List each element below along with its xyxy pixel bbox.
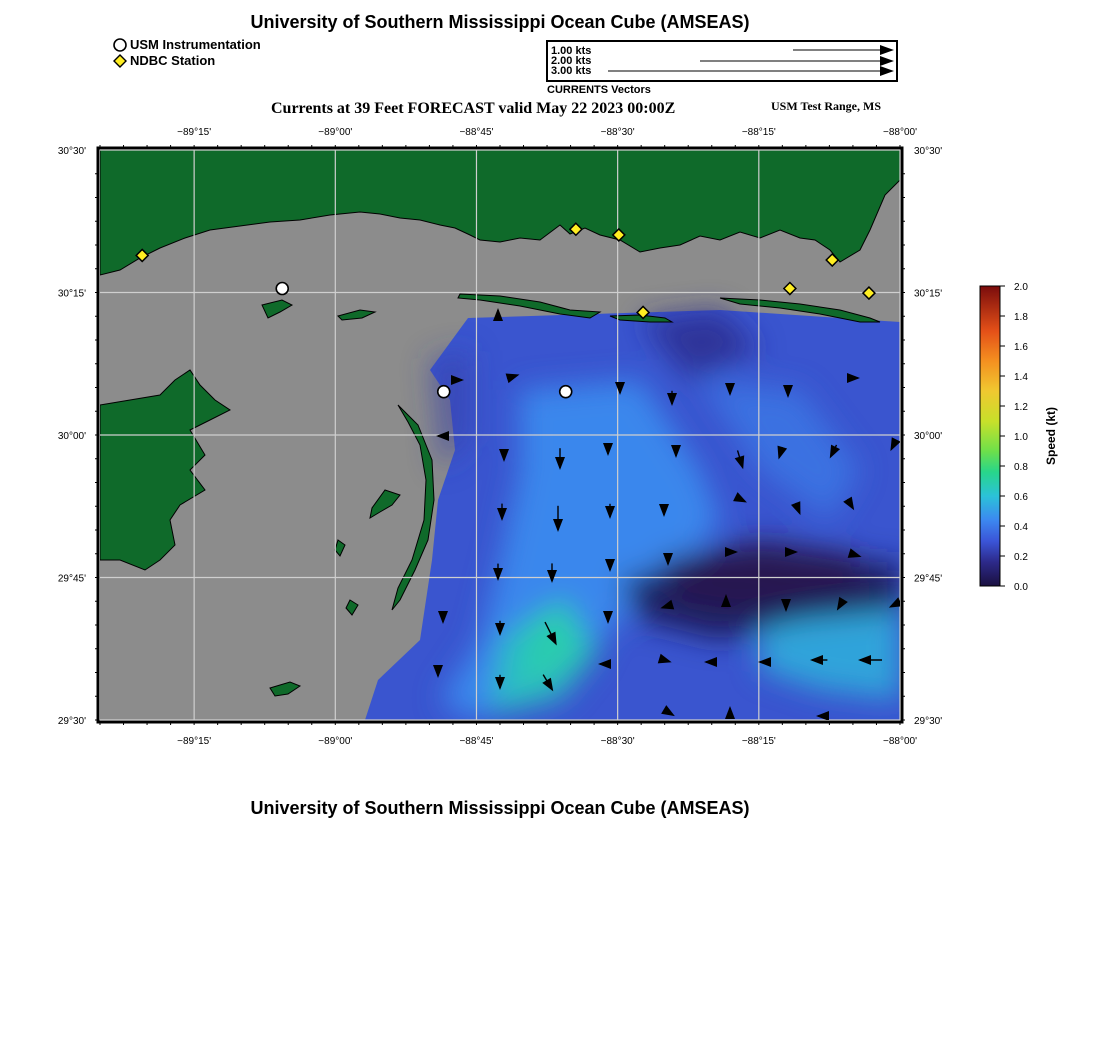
vector-key-label-1: 1.00 kts [551,45,592,57]
colorbar-tick-label: 1.8 [1014,312,1028,323]
usm-station-marker[interactable] [560,386,572,398]
usm-station-marker[interactable] [276,283,288,295]
lat-tick-label-left: 30°15' [57,288,86,300]
lon-tick-label-top: −88°45' [459,127,494,138]
lon-tick-label-top: −88°00' [883,127,917,138]
colorbar-label: Speed (kt) [1044,406,1058,466]
footer-title: University of Southern Mississippi Ocean Cube (AMSEAS) [250,798,750,818]
lat-tick-label-right: 29°30' [914,716,943,727]
vector-key-label-3: 3.00 kts [551,65,592,77]
lon-tick-label-bottom: −89°15' [177,736,212,747]
lon-tick-label-bottom: −88°45' [459,736,494,747]
colorbar-tick-label: 0.4 [1014,522,1028,533]
speed-colorbar [960,270,1090,610]
colorbar-ramp [980,286,1000,586]
lon-tick-label-top: −89°15' [177,127,212,138]
legend-label-ndbc: NDBC Station [130,53,216,68]
colorbar-tick-label: 0.6 [1014,492,1028,503]
lat-tick-label-left: 29°45' [57,573,86,585]
lat-tick-label-right: 30°15' [914,288,943,300]
site-label: USM Test Range, MS [771,99,882,113]
lon-tick-label-bottom: −89°00' [318,736,353,747]
plot-title: Currents at 39 Feet FORECAST valid May 22 2023 00:00Z [271,100,676,117]
lon-tick-label-top: −88°30' [600,127,635,138]
colorbar-tick-label: 2.0 [1014,282,1028,293]
vector-key-label-2: 2.00 kts [551,55,592,67]
colorbar-tick-label: 0.8 [1014,462,1028,473]
lon-tick-label-bottom: −88°15' [741,736,776,747]
vector-key-caption: CURRENTS Vectors [547,84,651,96]
legend-label-usm: USM Instrumentation [130,37,261,52]
colorbar-tick-label: 1.6 [1014,342,1028,353]
colorbar-tick-label: 1.2 [1014,402,1028,413]
lat-tick-label-right: 30°00' [914,431,943,442]
lat-tick-label-right: 30°30' [914,146,943,157]
colorbar-tick-label: 1.0 [1014,432,1028,443]
lon-tick-label-top: −89°00' [318,127,353,138]
lat-tick-label-left: 30°30' [57,146,86,157]
usm-station-marker[interactable] [438,386,450,398]
colorbar-tick-label: 0.0 [1014,582,1028,593]
colorbar-ticks [1000,282,1028,593]
lon-tick-label-top: −88°15' [741,127,776,138]
lat-tick-label-left: 30°00' [57,431,86,442]
lon-tick-label-bottom: −88°00' [883,736,917,747]
page-title: University of Southern Mississippi Ocean Cube (AMSEAS) [250,12,750,32]
colorbar-tick-label: 1.4 [1014,372,1028,383]
lon-tick-label-bottom: −88°30' [600,736,635,747]
lat-tick-label-left: 29°30' [57,716,86,727]
lat-tick-label-right: 29°45' [914,573,943,585]
colorbar-tick-label: 0.2 [1014,552,1028,563]
